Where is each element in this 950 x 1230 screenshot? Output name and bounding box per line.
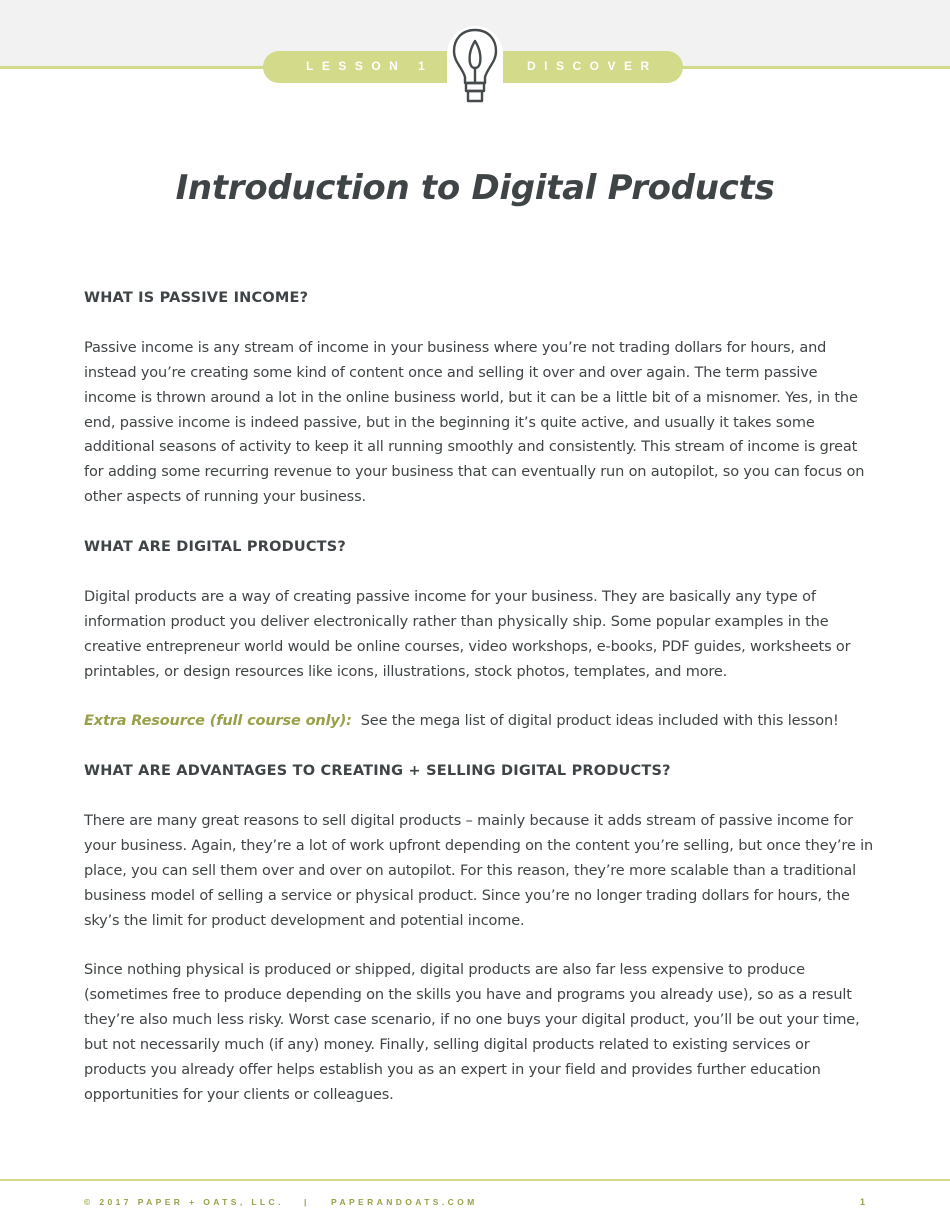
paragraph-advantages-2: Since nothing physical is produced or shipped, digital products are also far less expensive to produce (sometimes free to produce depending on the skills you have and programs you already use), so as a result they’re also much less risky. Worst case scenario, if no one buys your digital product, you’ll be out your time, but not necessarily much (if any) money. Finally, selling digital products related to existing services or products you already offer helps establish you as an expert in your field and provides further education opportunities for your clients or colleagues.: [84, 962, 860, 1103]
footer-website-link[interactable]: PAPERANDOATS.COM: [331, 1197, 478, 1207]
page-number: 1: [860, 1197, 866, 1207]
footer-copyright: © 2017 PAPER + OATS, LLC.: [84, 1197, 284, 1207]
extra-resource-note: [84, 709, 874, 734]
section-heading-advantages: WHAT ARE ADVANTAGES TO CREATING + SELLING DIGITAL PRODUCTS?: [84, 763, 671, 780]
paragraph-advantages-1: There are many great reasons to sell digital products – mainly because it adds stream of passive income for your business. Again, they’re a lot of work upfront depending on the content you’re selling, but once they’re in place, you can sell them over and over on autopilot. For this reason, they’re more scalable than a traditional business model of selling a service or physical product. Since you’re no longer trading dollars for hours, the sky’s the limit for product development and potential income.: [84, 812, 874, 929]
footer-rule: [0, 1179, 950, 1181]
page-title: Introduction to Digital Products: [175, 168, 775, 208]
extra-resource-text: See the mega list of digital product ideas included with this lesson!: [360, 713, 839, 730]
paragraph-passive-income: Passive income is any stream of income in your business where you’re not trading dollars for hours, and instead you’re creating some kind of content once and selling it over and over again. The term passive income is thrown around a lot in the online business world, but it can be a little bit of a misnomer. Yes, in the end, passive income is indeed passive, but in the beginning it’s quite active, and usually it takes some additional seasons of activity to keep it all running smoothly and consistently. This stream of income is great for adding some recurring revenue to your business that can eventually run on autopilot, so you can focus on other aspects of running your business.: [84, 339, 865, 506]
paragraph-digital-products: Digital products are a way of creating passive income for your business. They are basically any type of information product you deliver electronically rather than physically ship. Some popular examples in the creative entrepreneur world would be online courses, video workshops, e-books, PDF guides, worksheets or printables, or design resources like icons, illustrations, stock photos, templates, and more.: [84, 588, 851, 680]
lightbulb-icon: [449, 27, 501, 107]
document-body: [84, 286, 874, 1133]
lesson-topic: DISCOVER: [527, 59, 658, 73]
section-heading-passive-income: WHAT IS PASSIVE INCOME?: [84, 290, 309, 306]
footer-separator: |: [304, 1197, 307, 1207]
lesson-label: LESSON 1: [306, 59, 434, 73]
extra-resource-label: Extra Resource (full course only):: [84, 713, 352, 730]
section-heading-digital-products: WHAT ARE DIGITAL PRODUCTS?: [84, 539, 347, 556]
